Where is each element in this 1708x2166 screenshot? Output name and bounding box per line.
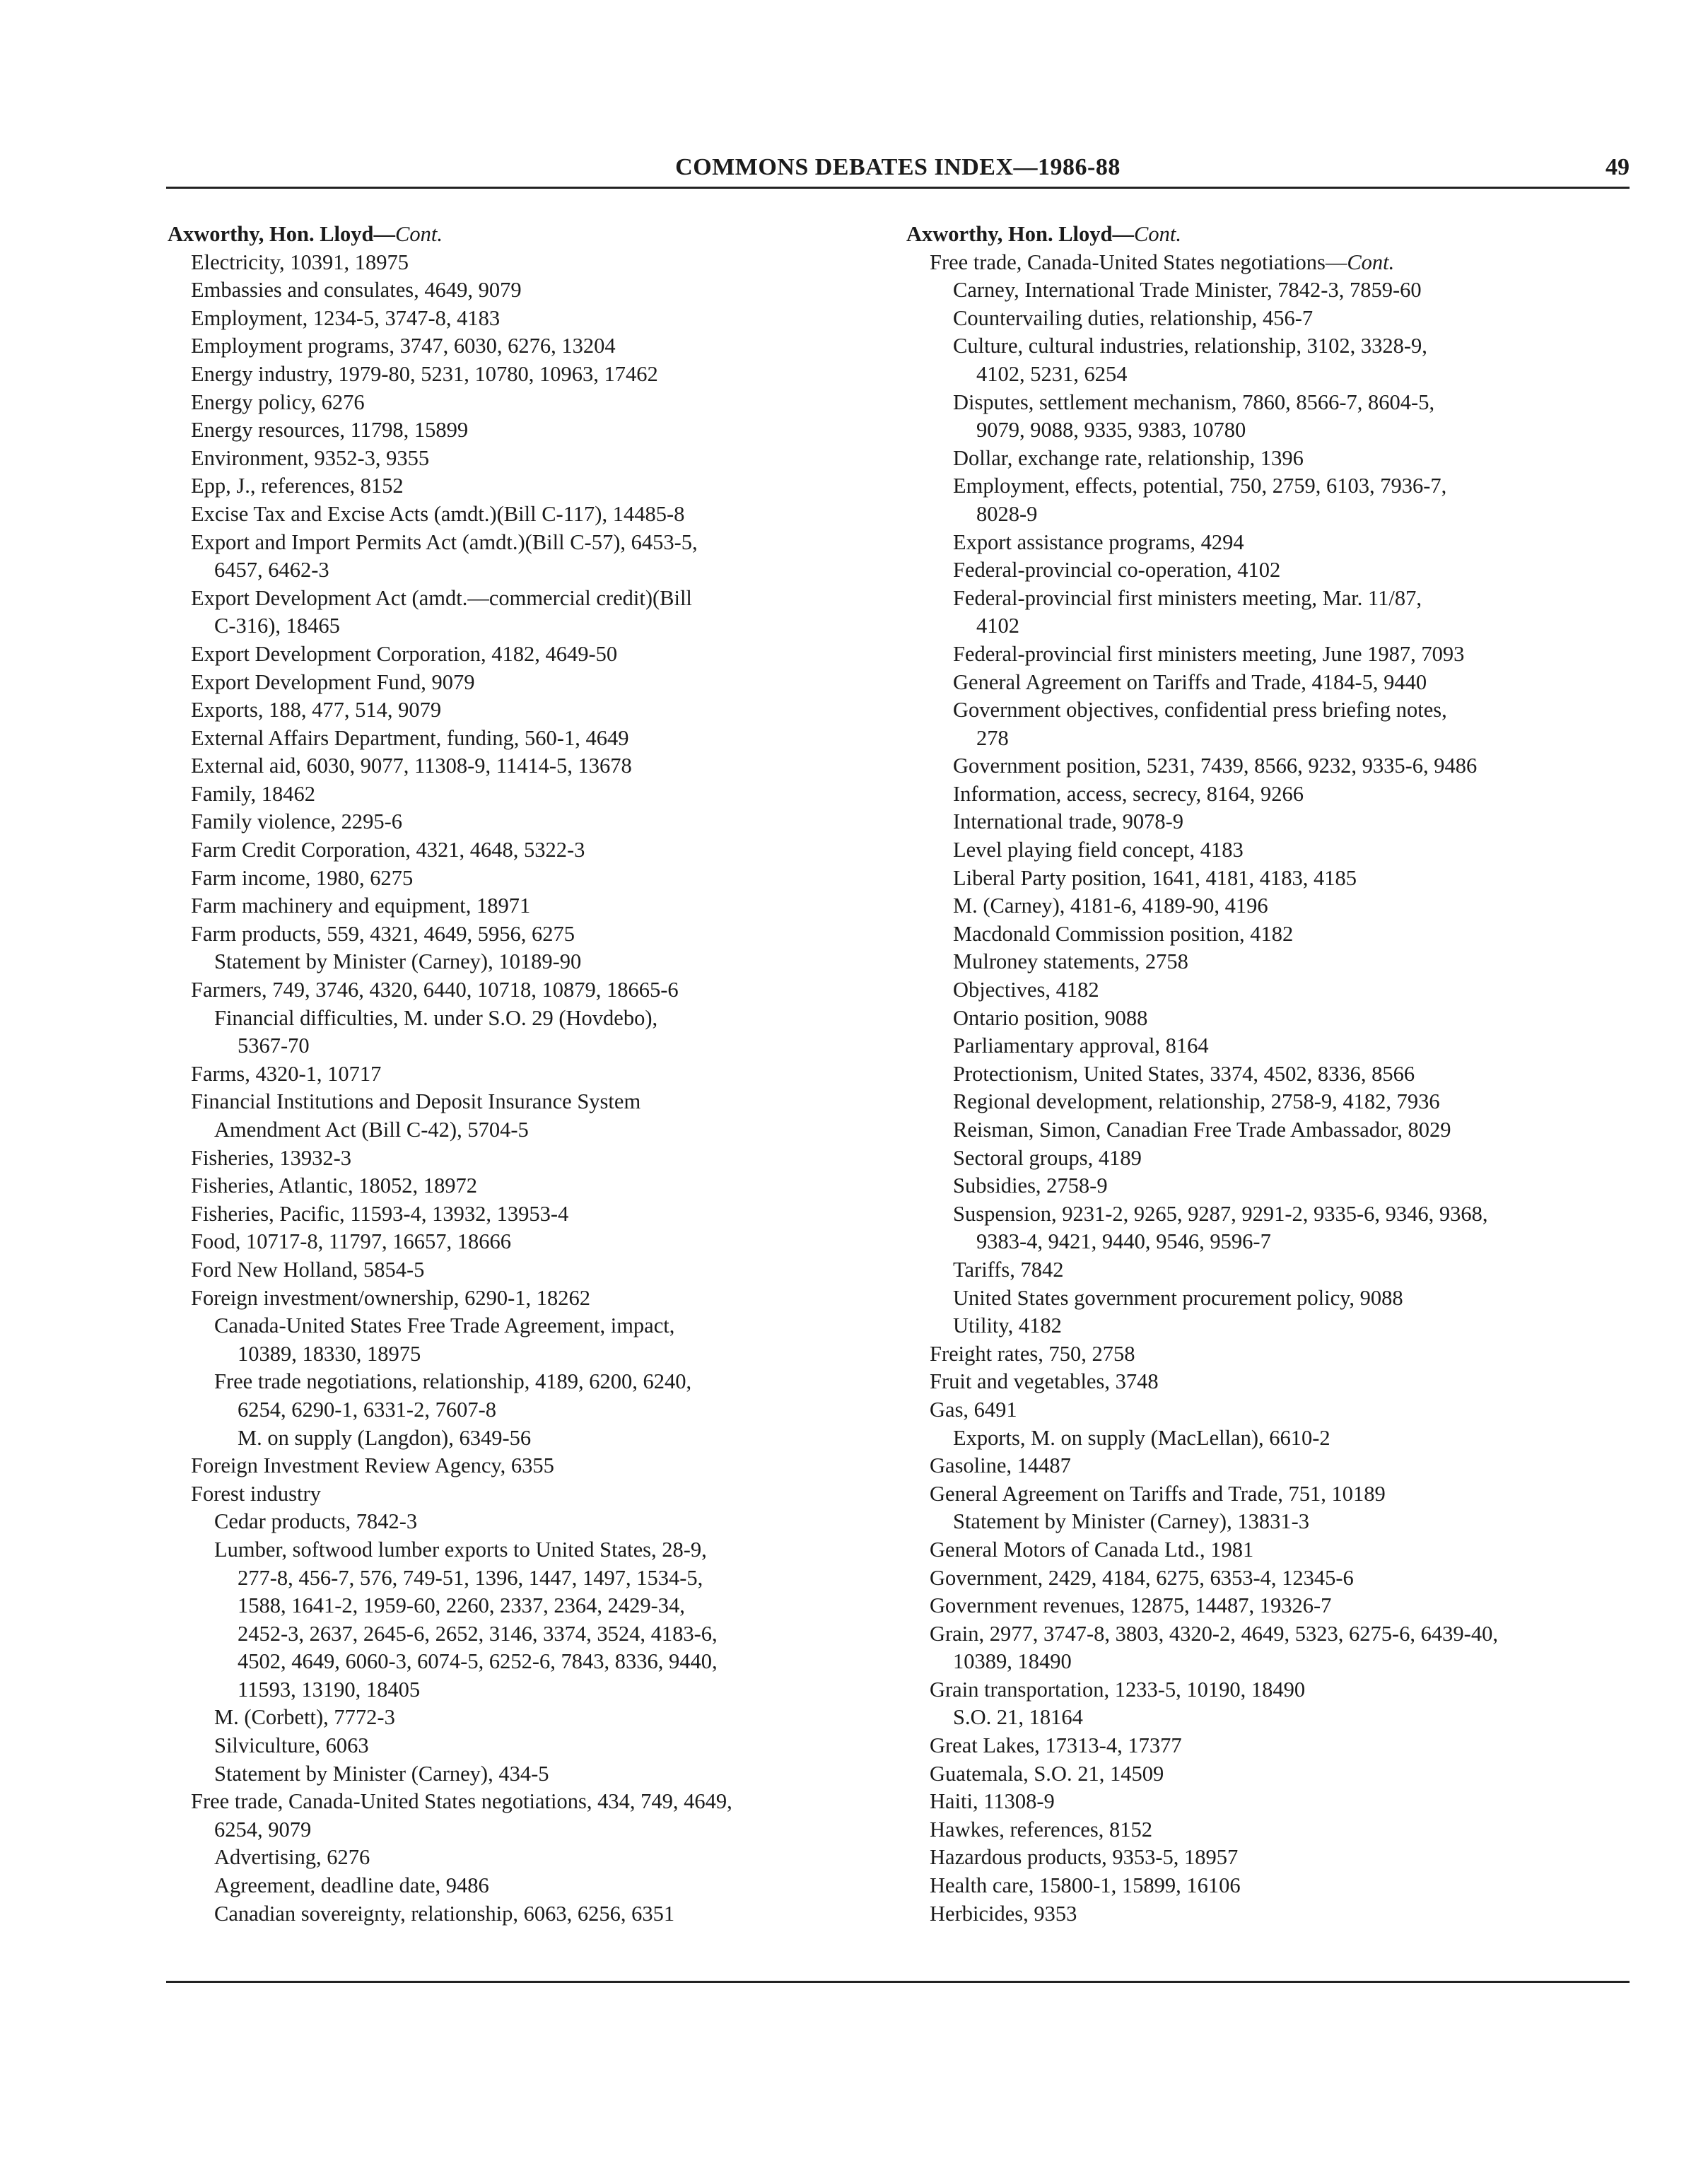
index-entry [168,472,875,500]
entry-text: Export and Import Permits Act (amdt.)(Bill C-57), 6453-5, [191,529,698,554]
entry-text: Federal-provincial co-operation, 4102 [953,558,1281,583]
entry-text: 6254, 6290-1, 6331-2, 7607-8 [238,1397,496,1422]
entry-text: Amendment Act (Bill C-42), 5704-5 [214,1118,529,1142]
index-entry [168,1256,875,1284]
entry-text: Farm income, 1980, 6275 [191,865,414,890]
entry-text: Environment, 9352-3, 9355 [191,445,430,470]
entry-text: 6457, 6462-3 [214,558,329,583]
index-entry [906,1536,1620,1564]
index-entry [168,1368,875,1396]
index-entry [168,696,875,725]
index-entry [906,1312,1620,1340]
entry-text: 8028-9 [976,501,1038,526]
entry-text: Suspension, 9231-2, 9265, 9287, 9291-2, 9335-6, 9346, 9368, [953,1201,1488,1226]
index-entry [168,640,875,669]
entry-text: Statement by Minister (Carney), 434-5 [214,1761,549,1786]
entry-text: Canada-United States Free Trade Agreement, impact, [214,1313,675,1338]
header-rule [166,187,1630,189]
index-entry [906,669,1620,697]
entry-text: Family violence, 2295-6 [191,809,403,834]
entry-text: Subsidies, 2758-9 [953,1173,1108,1198]
entry-text: General Agreement on Tariffs and Trade, 751, 10189 [930,1481,1386,1506]
index-entry [168,1508,875,1536]
index-entry [906,1564,1620,1593]
index-entry [906,1480,1620,1509]
entry-text: Energy resources, 11798, 15899 [191,418,469,443]
entry-text: Ontario position, 9088 [953,1005,1148,1030]
index-entry-continuation [906,1228,1620,1256]
entry-text: 9383-4, 9421, 9440, 9546, 9596-7 [976,1229,1271,1254]
index-entry [906,640,1620,669]
index-entry [906,1732,1620,1760]
index-entry-continuation [168,1676,875,1704]
index-entry [168,669,875,697]
entry-text: Sectoral groups, 4189 [953,1145,1142,1170]
entry-text: M. (Corbett), 7772-3 [214,1705,395,1730]
entry-text: General Agreement on Tariffs and Trade, 4184-5, 9440 [953,669,1427,694]
entry-text: Gasoline, 14487 [930,1453,1071,1478]
index-entry [168,808,875,836]
index-entry [168,920,875,949]
entry-text: Reisman, Simon, Canadian Free Trade Ambassador, 8029 [953,1118,1451,1142]
index-heading [168,221,875,249]
entry-text: Hawkes, references, 8152 [930,1817,1153,1842]
entry-text: External Affairs Department, funding, 560-1, 4649 [191,725,629,750]
entry-text: Fruit and vegetables, 3748 [930,1369,1159,1394]
index-entry [168,1872,875,1900]
entry-text: Farm machinery and equipment, 18971 [191,894,531,918]
index-entry [906,752,1620,780]
index-entry [906,1284,1620,1313]
entry-text: Macdonald Commission position, 4182 [953,921,1294,946]
entry-text: Liberal Party position, 1641, 4181, 4183, 4185 [953,865,1357,890]
index-entry [168,865,875,893]
entry-text: Fisheries, Atlantic, 18052, 18972 [191,1173,477,1198]
index-entry [906,529,1620,557]
index-entry [906,556,1620,585]
entry-text: Export Development Corporation, 4182, 4649-50 [191,641,618,666]
entry-text: Electricity, 10391, 18975 [191,250,409,274]
entry-text: Employment, effects, potential, 750, 2759, 6103, 7936-7, [953,474,1447,498]
entry-text: Farms, 4320-1, 10717 [191,1061,382,1086]
index-entry [906,1620,1620,1649]
entry-text: Farmers, 749, 3746, 4320, 6440, 10718, 10879, 18665-6 [191,978,679,1002]
index-entry [906,1452,1620,1480]
entry-text: Employment, 1234-5, 3747-8, 4183 [191,305,501,330]
index-entry-continuation [168,1592,875,1620]
index-entry-continuation [168,1648,875,1676]
index-entry [168,1704,875,1732]
entry-text: Culture, cultural industries, relationship, 3102, 3328-9, [953,334,1427,358]
index-entry [168,500,875,529]
entry-text: Federal-provincial first ministers meeting, June 1987, 7093 [953,641,1465,666]
entry-text: Parliamentary approval, 8164 [953,1034,1209,1058]
index-entry [168,1452,875,1480]
page-number: 49 [1605,154,1630,180]
entry-text: Canadian sovereignty, relationship, 6063, 6256, 6351 [214,1901,675,1926]
running-title: COMMONS DEBATES INDEX—1986-88 [675,154,1121,180]
index-entry [168,1900,875,1928]
entry-text: Statement by Minister (Carney), 10189-90 [214,949,582,974]
index-entry [168,725,875,753]
index-entry [906,1256,1620,1284]
index-entry [906,865,1620,893]
entry-text: Food, 10717-8, 11797, 16657, 18666 [191,1229,511,1254]
index-entry [168,1005,875,1033]
index-entry [906,585,1620,613]
entry-text: Fisheries, Pacific, 11593-4, 13932, 13953-4 [191,1201,569,1226]
entry-text: Dollar, exchange rate, relationship, 1396 [953,445,1304,470]
index-entry [168,389,875,417]
entry-text: Objectives, 4182 [953,978,1099,1002]
index-entry-continuation [906,361,1620,389]
entry-text: 1588, 1641-2, 1959-60, 2260, 2337, 2364, 2429-34, [238,1593,685,1618]
entry-text: Silviculture, 6063 [214,1733,369,1758]
index-entry [168,249,875,277]
entry-text: 6254, 9079 [214,1817,312,1842]
entry-text: Ford New Holland, 5854-5 [191,1257,425,1282]
entry-text: Excise Tax and Excise Acts (amdt.)(Bill C-117), 14485-8 [191,501,685,526]
index-entry-continuation [906,416,1620,445]
footer-rule [166,1981,1630,1983]
entry-text: Agreement, deadline date, 9486 [214,1873,489,1898]
index-entry [168,1284,875,1313]
index-entry-continuation [168,1340,875,1369]
index-entry [168,305,875,333]
index-entry [168,1536,875,1564]
entry-text: Mulroney statements, 2758 [953,949,1188,974]
index-entry [168,1480,875,1509]
entry-text: Statement by Minister (Carney), 13831-3 [953,1509,1309,1534]
index-entry [168,332,875,361]
entry-text: Countervailing duties, relationship, 456-7 [953,305,1314,330]
index-entry [168,1116,875,1145]
entry-text: Financial Institutions and Deposit Insurance System [191,1089,641,1114]
index-entry-continuation [906,612,1620,640]
index-entry-continuation [168,1816,875,1844]
index-entry [906,445,1620,473]
entry-text: Tariffs, 7842 [953,1257,1064,1282]
index-entry [906,1396,1620,1424]
entry-text: Embassies and consulates, 4649, 9079 [191,278,522,303]
entry-text: Financial difficulties, M. under S.O. 29 (Hovdebo), [214,1005,658,1030]
entry-text: M. (Carney), 4181-6, 4189-90, 4196 [953,894,1268,918]
entry-text: International trade, 9078-9 [953,809,1184,834]
entry-text: Disputes, settlement mechanism, 7860, 8566-7, 8604-5, [953,390,1435,414]
index-entry [906,1200,1620,1229]
entry-text: Free trade negotiations, relationship, 4189, 6200, 6240, [214,1369,692,1394]
index-entry [168,948,875,976]
index-entry [906,920,1620,949]
index-entry [168,836,875,865]
index-entry [906,780,1620,809]
entry-text: Freight rates, 750, 2758 [930,1341,1135,1366]
entry-text: Great Lakes, 17313-4, 17377 [930,1733,1182,1758]
entry-text: Forest industry [191,1481,321,1506]
continued-marker: Cont. [395,222,443,246]
entry-text: 4102, 5231, 6254 [976,361,1128,386]
index-entry [906,696,1620,725]
index-entry [906,808,1620,836]
index-entry-continuation [168,1424,875,1453]
index-entry [168,1844,875,1872]
index-entry [168,1088,875,1116]
entry-text: Exports, M. on supply (MacLellan), 6610-2 [953,1425,1330,1450]
entry-text: Haiti, 11308-9 [930,1789,1055,1814]
index-entry [906,1816,1620,1844]
index-entry [168,892,875,920]
entry-text: 2452-3, 2637, 2645-6, 2652, 3146, 3374, 3524, 4183-6, [238,1621,718,1646]
index-entry [168,1060,875,1089]
entry-text: 9079, 9088, 9335, 9383, 10780 [976,418,1246,443]
entry-text: Government, 2429, 4184, 6275, 6353-4, 12345-6 [930,1565,1354,1590]
index-entry [168,1228,875,1256]
index-entry [168,1312,875,1340]
entry-text: Grain, 2977, 3747-8, 3803, 4320-2, 4649, 5323, 6275-6, 6439-40, [930,1621,1498,1646]
index-entry-continuation [168,1620,875,1649]
entry-text: Government revenues, 12875, 14487, 19326-7 [930,1593,1332,1618]
index-entry [906,472,1620,500]
entry-text: Farm Credit Corporation, 4321, 4648, 5322-3 [191,838,585,862]
index-entry [906,305,1620,333]
index-entry [906,892,1620,920]
index-entry [906,1032,1620,1060]
entry-text: Farm products, 559, 4321, 4649, 5956, 6275 [191,921,575,946]
index-entry [906,1060,1620,1089]
index-entry [168,612,875,640]
entry-text: 4502, 4649, 6060-3, 6074-5, 6252-6, 7843, 8336, 9440, [238,1649,718,1674]
entry-text: Export Development Act (amdt.—commercial credit)(Bill [191,585,692,610]
entry-text: 277-8, 456-7, 576, 749-51, 1396, 1447, 1497, 1534-5, [238,1565,703,1590]
index-entry [906,389,1620,417]
index-entry [906,1900,1620,1928]
entry-text: 4102 [976,614,1019,638]
entry-text: Free trade, Canada-United States negotiations, 434, 749, 4649, [191,1789,732,1814]
entry-text: Utility, 4182 [953,1313,1062,1338]
index-entry-continuation [168,1032,875,1060]
index-entry-continuation [906,500,1620,529]
index-entry [168,1172,875,1200]
entry-text: Government position, 5231, 7439, 8566, 9232, 9335-6, 9486 [953,754,1478,778]
index-entry [168,276,875,305]
entry-text: 10389, 18330, 18975 [238,1341,421,1366]
page-header [166,150,1630,189]
entry-text: Protectionism, United States, 3374, 4502, 8336, 8566 [953,1061,1415,1086]
index-entry [168,1200,875,1229]
index-entry [906,332,1620,361]
index-entry [906,1116,1620,1145]
index-entry [906,1872,1620,1900]
continued-marker: Cont. [1347,250,1395,274]
index-entry [906,1340,1620,1369]
index-entry [168,445,875,473]
index-entry [906,1145,1620,1173]
entry-text: Energy industry, 1979-80, 5231, 10780, 10963, 17462 [191,361,658,386]
index-entry-continuation [168,556,875,585]
entry-text: Grain transportation, 1233-5, 10190, 18490 [930,1677,1306,1702]
entry-text: Advertising, 6276 [214,1845,370,1870]
index-entry [168,752,875,780]
entry-text: United States government procurement policy, 9088 [953,1285,1403,1310]
entry-text: Free trade, Canada-United States negotiations— [930,250,1347,274]
index-entry [906,1508,1620,1536]
entry-text: Hazardous products, 9353-5, 18957 [930,1845,1239,1870]
entry-text: Foreign investment/ownership, 6290-1, 18262 [191,1285,591,1310]
index-entry [168,529,875,557]
index-entry [168,1145,875,1173]
entry-text: S.O. 21, 18164 [953,1705,1083,1730]
index-entry [168,1788,875,1816]
index-entry [168,361,875,389]
index-entry [906,1088,1620,1116]
index-entry [906,1424,1620,1453]
index-entry [906,1788,1620,1816]
index-entry [906,976,1620,1005]
index-column-left [168,221,875,1928]
entry-text: Guatemala, S.O. 21, 14509 [930,1761,1164,1786]
entry-text: Federal-provincial first ministers meeting, Mar. 11/87, [953,585,1422,610]
entry-text: M. on supply (Langdon), 6349-56 [238,1425,532,1450]
entry-text: Regional development, relationship, 2758-9, 4182, 7936 [953,1089,1440,1114]
entry-text: Carney, International Trade Minister, 7842-3, 7859-60 [953,278,1422,303]
index-entry [168,416,875,445]
index-entry [906,1844,1620,1872]
index-column-right [906,221,1620,1928]
entry-text: Information, access, secrecy, 8164, 9266 [953,781,1304,806]
index-entry [906,1760,1620,1789]
entry-text: 5367-70 [238,1034,310,1058]
index-entry [906,276,1620,305]
index-entry [906,948,1620,976]
index-entry [906,1172,1620,1200]
index-entry [906,249,1620,277]
heading-name: Axworthy, Hon. Lloyd— [168,222,395,246]
index-entry [906,1005,1620,1033]
entry-text: 278 [976,725,1009,750]
entry-text: Cedar products, 7842-3 [214,1509,418,1534]
index-entry [906,1592,1620,1620]
entry-text: Herbicides, 9353 [930,1901,1077,1926]
index-entry-continuation [168,1564,875,1593]
index-entry-continuation [906,725,1620,753]
entry-text: Employment programs, 3747, 6030, 6276, 13204 [191,334,616,358]
entry-text: General Motors of Canada Ltd., 1981 [930,1537,1254,1562]
index-entry [168,780,875,809]
index-entry [906,836,1620,865]
entry-text: External aid, 6030, 9077, 11308-9, 11414-5, 13678 [191,754,632,778]
entry-text: Government objectives, confidential press briefing notes, [953,698,1447,722]
entry-text: Gas, 6491 [930,1397,1017,1422]
entry-text: Level playing field concept, 4183 [953,838,1244,862]
heading-name: Axworthy, Hon. Lloyd— [906,222,1134,246]
index-entry [906,1704,1620,1732]
entry-text: 10389, 18490 [953,1649,1072,1674]
continued-marker: Cont. [1134,222,1181,246]
index-heading [906,221,1620,249]
entry-text: Health care, 15800-1, 15899, 16106 [930,1873,1241,1898]
index-entry [906,1676,1620,1704]
entry-text: C-316), 18465 [214,614,340,638]
entry-text: Export Development Fund, 9079 [191,669,475,694]
index-entry [168,585,875,613]
index-entry [168,976,875,1005]
entry-text: Epp, J., references, 8152 [191,474,404,498]
index-entry [168,1732,875,1760]
entry-text: Exports, 188, 477, 514, 9079 [191,698,442,722]
entry-text: Lumber, softwood lumber exports to United States, 28-9, [214,1537,707,1562]
index-entry [906,1368,1620,1396]
index-entry-continuation [168,1396,875,1424]
entry-text: Energy policy, 6276 [191,390,365,414]
entry-text: Foreign Investment Review Agency, 6355 [191,1453,554,1478]
entry-text: Export assistance programs, 4294 [953,529,1244,554]
entry-text: Fisheries, 13932-3 [191,1145,352,1170]
index-entry [168,1760,875,1789]
entry-text: 11593, 13190, 18405 [238,1677,421,1702]
index-entry-continuation [906,1648,1620,1676]
entry-text: Family, 18462 [191,781,315,806]
